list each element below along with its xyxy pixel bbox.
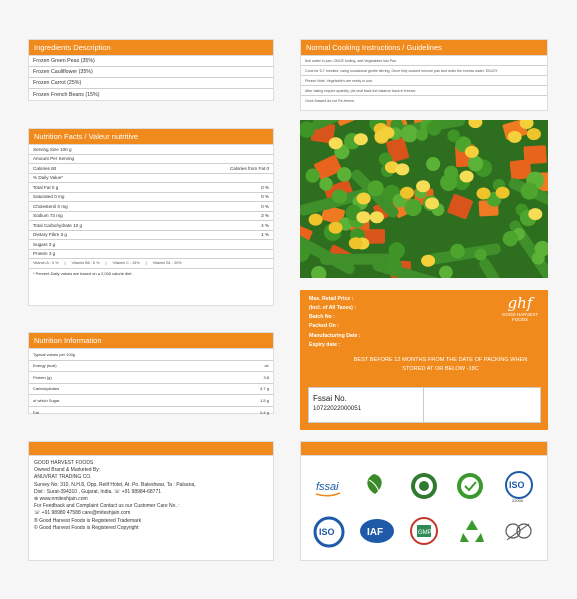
facts-row: Sugars 3 g bbox=[29, 240, 273, 250]
company-line: ANUVRAT TRADING CO. bbox=[34, 474, 92, 481]
facts-row: Total Fat 0 g 0 % bbox=[29, 183, 273, 193]
corn-kernel bbox=[395, 163, 409, 175]
serving-size: Serving Size 100 g bbox=[29, 145, 273, 155]
corn-kernel bbox=[354, 133, 368, 145]
corn-kernel bbox=[309, 214, 323, 226]
iaf-logo-icon bbox=[359, 516, 395, 546]
pea bbox=[427, 121, 442, 136]
svg-text:GMP: GMP bbox=[418, 530, 432, 536]
pea bbox=[368, 180, 384, 196]
expiry-label: Expiry date : bbox=[309, 342, 341, 348]
pea bbox=[306, 169, 320, 183]
pea bbox=[332, 189, 346, 203]
no-preservative-icon bbox=[503, 518, 533, 548]
facts-footnote: * Percent Daily values are based on a 2,000 calorie diet. bbox=[33, 270, 133, 276]
corn-kernel bbox=[400, 187, 414, 199]
mrp-label: Max. Retail Price : bbox=[309, 296, 354, 302]
recycle-icon bbox=[457, 516, 487, 546]
corn-kernel bbox=[357, 192, 371, 204]
ingredient-row: Frozen Green Peas (35%) bbox=[29, 56, 273, 67]
certs-header-bar bbox=[301, 442, 547, 456]
corn-kernel bbox=[528, 208, 542, 220]
pea bbox=[389, 242, 405, 258]
ninfo-row: Fat 0.4 g bbox=[33, 409, 269, 415]
daily-value-label: % Daily Value* bbox=[29, 174, 273, 184]
vitamins-row: Vitamin A : 0 % | Vitamin B6 : 5 % | Vitamin C : 15% | Vitamin B1 : 20% bbox=[29, 259, 273, 269]
pea bbox=[503, 231, 518, 246]
corn-kernel bbox=[329, 137, 343, 149]
cooking-line: After taking require quantity, pls seal back the balance back in freezer. bbox=[301, 86, 547, 96]
pea bbox=[475, 248, 487, 260]
fssai-label: Fssai No. bbox=[313, 394, 347, 403]
carrot-piece bbox=[523, 145, 546, 164]
facts-row: Protein 3 g bbox=[29, 250, 273, 260]
pea bbox=[416, 129, 428, 141]
facts-row: Total Carbohydrate 10 g 4 % bbox=[29, 221, 273, 231]
tax-label: (Incl. of All Taxes) : bbox=[309, 305, 356, 311]
mfg-label: Manufacturing Date : bbox=[309, 333, 361, 339]
globe-icon: ⊕ bbox=[34, 496, 40, 503]
ninfo-title: Nutrition Information bbox=[29, 333, 273, 349]
cooking-line: Once thawed do not Re-freeze. bbox=[305, 99, 355, 103]
facts-row: Cholesterol 0 mg 0 % bbox=[29, 202, 273, 212]
calories-row: Calories 60 Calories from Fat 0 bbox=[29, 164, 273, 174]
facts-row: Saturated 0 mg 0 % bbox=[29, 193, 273, 203]
ingredient-row: Frozen Cauliflower (35%) bbox=[29, 67, 273, 78]
corn-kernel bbox=[496, 187, 510, 199]
corn-kernel bbox=[460, 170, 474, 182]
trademark-line: ® Good Harvest Foods is Registered Trademark bbox=[34, 517, 142, 524]
svg-text:IAF: IAF bbox=[367, 527, 384, 538]
cooking-line: Cook for 5-7 minutes, using occasional gentle stirring. Once fully cooked remove pan and drain the excess water. ENJOY bbox=[301, 66, 547, 76]
pea bbox=[337, 167, 352, 182]
svg-text:22000: 22000 bbox=[512, 498, 524, 503]
ingredient-row: Frozen Carrot (25%) bbox=[29, 78, 273, 89]
gmp-badge-icon bbox=[409, 516, 439, 546]
pea bbox=[450, 244, 465, 259]
cooking-instructions-panel bbox=[300, 39, 548, 111]
pea bbox=[426, 157, 440, 171]
amount-per-serving: Amount Per Serving bbox=[29, 155, 273, 165]
corn-kernel bbox=[465, 146, 479, 158]
ninfo-subtitle: Typical values per 100g bbox=[29, 349, 273, 361]
corn-kernel bbox=[416, 180, 430, 192]
copyright-icon: © bbox=[34, 524, 40, 531]
fssai-box bbox=[308, 387, 541, 423]
ninfo-row: of which Sugar 1.5 g bbox=[29, 395, 273, 407]
cooking-line: Boil water in pan, ONCE boiling, add Vegetables into Pan. bbox=[301, 56, 547, 66]
company-header-bar bbox=[29, 442, 273, 456]
company-website[interactable]: ⊕ www.nmiteshjain.com bbox=[34, 496, 88, 503]
corn-kernel bbox=[527, 128, 541, 140]
nutrition-information-panel bbox=[28, 332, 274, 414]
pea bbox=[521, 182, 538, 199]
corn-kernel bbox=[425, 197, 439, 209]
corn-kernel bbox=[349, 237, 363, 249]
svg-text:fssai: fssai bbox=[316, 481, 339, 493]
feedback-text: For Feedback and Complaint Contact us our Customer Care No. : bbox=[34, 503, 180, 510]
phone-icon: ☏ bbox=[34, 510, 42, 517]
pea bbox=[444, 166, 458, 180]
corn-kernel bbox=[370, 211, 384, 223]
contact-line[interactable]: ☏ +91 98980 47588 care@miteshjain.com bbox=[34, 510, 131, 517]
brand-logo: ghf GOOD HARVEST FOODS bbox=[501, 294, 539, 322]
svg-text:ISO: ISO bbox=[319, 527, 335, 537]
corn-kernel bbox=[374, 130, 388, 142]
iso-certified-icon bbox=[313, 516, 343, 546]
corn-kernel bbox=[329, 222, 343, 234]
vegetables-photo bbox=[300, 120, 548, 278]
iso-badge-icon bbox=[503, 471, 533, 501]
corn-kernel bbox=[421, 255, 435, 267]
cooking-title: Normal Cooking Instructions / Guidelines bbox=[301, 40, 547, 56]
pea bbox=[401, 125, 418, 142]
certifications-panel bbox=[300, 441, 548, 561]
ingredients-title: Ingredients Description bbox=[29, 40, 273, 56]
corn-kernel bbox=[477, 187, 491, 199]
ingredient-row: Frozen French Beans (15%) bbox=[33, 91, 100, 98]
company-address: Dist : Surat-394310 , Gujarat, India. ☏ +91 98984-68771 bbox=[34, 488, 162, 495]
company-address: Survey No: 310, N.H.8, Opp. Relif Hotel, At. Po. Baleshwar, Ta : Palsana, bbox=[34, 481, 196, 488]
corn-kernel bbox=[508, 131, 522, 143]
pea bbox=[404, 199, 421, 216]
pea bbox=[385, 257, 402, 274]
registered-icon: ® bbox=[34, 517, 40, 524]
veg-leaf-icon bbox=[359, 470, 389, 500]
copyright-line: © Good Harvest Foods is Registered Copyright bbox=[34, 524, 139, 531]
facts-title: Nutrition Facts / Valeur nutritive bbox=[29, 129, 273, 145]
pea bbox=[532, 252, 545, 265]
fssai-number: 10722022000051 bbox=[313, 405, 362, 412]
company-name: GOOD HARVEST FOODS bbox=[34, 460, 94, 466]
packed-label: Packed On : bbox=[309, 323, 339, 329]
best-before-text: BEST BEFORE 12 MONTHS FROM THE DATE OF PACKING WHEN STORED AT OR BELOW -18C bbox=[353, 357, 528, 372]
halal-badge-icon bbox=[455, 471, 485, 501]
ninfo-row: Energy (kcal) a1 bbox=[29, 361, 273, 373]
pea bbox=[468, 156, 484, 172]
ninfo-row: Protein (g) 3.8 bbox=[29, 372, 273, 384]
cooking-line: Please Note: Vegetable's are ready to use. bbox=[301, 76, 547, 86]
fssai-logo-icon bbox=[313, 472, 343, 502]
svg-text:ISO: ISO bbox=[509, 480, 525, 490]
company-panel bbox=[28, 441, 274, 561]
ninfo-row: Carbohydrates 4.7 g bbox=[29, 384, 273, 396]
batch-label: Batch No : bbox=[309, 314, 335, 320]
pea bbox=[447, 129, 460, 142]
organic-badge-icon bbox=[409, 471, 439, 501]
company-line: Owned Brand & Marketed By: bbox=[34, 467, 101, 474]
facts-row: Dietary Fibre 3 g 1 % bbox=[29, 231, 273, 241]
pea bbox=[319, 177, 332, 190]
vegetables-image bbox=[300, 120, 548, 278]
ingredients-panel bbox=[28, 39, 274, 101]
nutrition-facts-panel bbox=[28, 128, 274, 306]
facts-row: Sodium 73 mg 3 % bbox=[29, 212, 273, 222]
price-panel bbox=[300, 290, 548, 430]
corn-kernel bbox=[356, 211, 370, 223]
